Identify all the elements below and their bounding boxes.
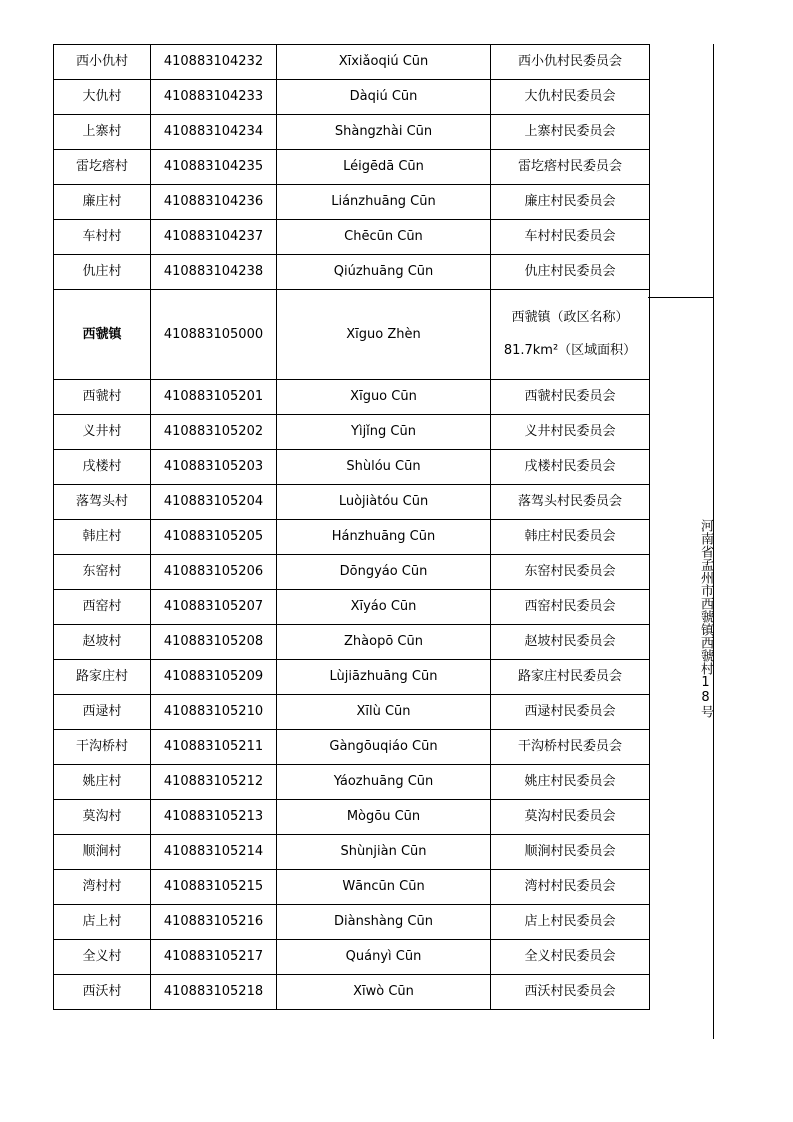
committee-name: 戌楼村民委员会: [491, 450, 650, 485]
table-row: [54, 450, 650, 485]
village-name: 西虢村: [54, 380, 151, 415]
pinyin-name: Xīlù Cūn: [277, 695, 491, 730]
pinyin-name: Qiúzhuāng Cūn: [277, 255, 491, 290]
table-row: [54, 115, 650, 150]
town-address: 河南省孟州市西虢镇西虢村18号: [698, 518, 713, 718]
pinyin-name: Quányì Cūn: [277, 940, 491, 975]
table-row: [54, 730, 650, 765]
pinyin-name: Chēcūn Cūn: [277, 220, 491, 255]
committee-name: 西小仇村民委员会: [491, 45, 650, 80]
table-row: [54, 555, 650, 590]
division-code: 410883105207: [151, 590, 277, 625]
village-name: 莫沟村: [54, 800, 151, 835]
table-row: [54, 520, 650, 555]
village-name: 仇庄村: [54, 255, 151, 290]
table-row: [54, 220, 650, 255]
town-note: [491, 290, 650, 380]
committee-name: 赵坡村民委员会: [491, 625, 650, 660]
town-pinyin: Xīguo Zhèn: [277, 290, 491, 380]
address-cell: [648, 297, 714, 1039]
division-code: 410883105208: [151, 625, 277, 660]
pinyin-name: Xīyáo Cūn: [277, 590, 491, 625]
committee-name: 西窑村民委员会: [491, 590, 650, 625]
division-code: 410883105212: [151, 765, 277, 800]
village-name: 雷圪瘩村: [54, 150, 151, 185]
table-row: [54, 695, 650, 730]
pinyin-name: Luòjiàtóu Cūn: [277, 485, 491, 520]
committee-name: 店上村民委员会: [491, 905, 650, 940]
committee-name: 路家庄村民委员会: [491, 660, 650, 695]
village-name: 干沟桥村: [54, 730, 151, 765]
committee-name: 上寨村民委员会: [491, 115, 650, 150]
pinyin-name: Dàqiú Cūn: [277, 80, 491, 115]
pinyin-name: Xīwò Cūn: [277, 975, 491, 1010]
committee-name: 落驾头村民委员会: [491, 485, 650, 520]
committee-name: 顺涧村民委员会: [491, 835, 650, 870]
committee-name: 西逯村民委员会: [491, 695, 650, 730]
village-name: 店上村: [54, 905, 151, 940]
committee-name: 韩庄村民委员会: [491, 520, 650, 555]
town-note-area: 81.7km²（区域面积）: [503, 343, 637, 358]
village-name: 韩庄村: [54, 520, 151, 555]
division-code: 410883104238: [151, 255, 277, 290]
town-name: 西虢镇: [54, 290, 151, 380]
table-row: [54, 380, 650, 415]
table-row: [54, 415, 650, 450]
division-code: 410883105206: [151, 555, 277, 590]
pinyin-name: Gàngōuqiáo Cūn: [277, 730, 491, 765]
village-name: 湾村村: [54, 870, 151, 905]
pinyin-name: Diànshàng Cūn: [277, 905, 491, 940]
division-code: 410883104234: [151, 115, 277, 150]
pinyin-name: Xīxiǎoqiú Cūn: [277, 45, 491, 80]
division-code: 410883105211: [151, 730, 277, 765]
pinyin-name: Shùnjiàn Cūn: [277, 835, 491, 870]
village-name: 落驾头村: [54, 485, 151, 520]
division-code: 410883105205: [151, 520, 277, 555]
table-row: [54, 485, 650, 520]
village-name: 顺涧村: [54, 835, 151, 870]
pinyin-name: Yáozhuāng Cūn: [277, 765, 491, 800]
village-name: 义井村: [54, 415, 151, 450]
table-row: [54, 185, 650, 220]
table-row: [54, 660, 650, 695]
table-row: [54, 590, 650, 625]
table-row: [54, 625, 650, 660]
town-note-name: 西虢镇（政区名称）: [511, 310, 629, 326]
division-code: 410883105215: [151, 870, 277, 905]
pinyin-name: Zhàopō Cūn: [277, 625, 491, 660]
committee-name: 干沟桥村民委员会: [491, 730, 650, 765]
committee-name: 姚庄村民委员会: [491, 765, 650, 800]
village-name: 大仇村: [54, 80, 151, 115]
committee-name: 廉庄村民委员会: [491, 185, 650, 220]
table-row: [54, 870, 650, 905]
committee-name: 义井村民委员会: [491, 415, 650, 450]
committee-name: 仇庄村民委员会: [491, 255, 650, 290]
table-row: [54, 800, 650, 835]
pinyin-name: Lùjiāzhuāng Cūn: [277, 660, 491, 695]
committee-name: 东窑村民委员会: [491, 555, 650, 590]
village-name: 东窑村: [54, 555, 151, 590]
pinyin-name: Hánzhuāng Cūn: [277, 520, 491, 555]
address-column-divider-upper: [713, 44, 714, 298]
village-name: 西沃村: [54, 975, 151, 1010]
division-code: 410883105210: [151, 695, 277, 730]
village-name: 上寨村: [54, 115, 151, 150]
village-name: 赵坡村: [54, 625, 151, 660]
pinyin-name: Liánzhuāng Cūn: [277, 185, 491, 220]
pinyin-name: Dōngyáo Cūn: [277, 555, 491, 590]
division-code: 410883105217: [151, 940, 277, 975]
table-row: [54, 150, 650, 185]
division-code: 410883104237: [151, 220, 277, 255]
pinyin-name: Léigēdā Cūn: [277, 150, 491, 185]
pinyin-name: Xīguo Cūn: [277, 380, 491, 415]
table-row: [54, 905, 650, 940]
place-names-table: [53, 44, 650, 1010]
table-row: [54, 45, 650, 80]
pinyin-name: Wāncūn Cūn: [277, 870, 491, 905]
division-code: 410883105209: [151, 660, 277, 695]
village-name: 路家庄村: [54, 660, 151, 695]
table-row: [54, 835, 650, 870]
town-code: 410883105000: [151, 290, 277, 380]
division-code: 410883104236: [151, 185, 277, 220]
committee-name: 雷圪瘩村民委员会: [491, 150, 650, 185]
committee-name: 大仇村民委员会: [491, 80, 650, 115]
table-row: [54, 765, 650, 800]
division-code: 410883105216: [151, 905, 277, 940]
village-name: 廉庄村: [54, 185, 151, 220]
village-name: 车村村: [54, 220, 151, 255]
committee-name: 西沃村民委员会: [491, 975, 650, 1010]
division-code: 410883105214: [151, 835, 277, 870]
pinyin-name: Mògōu Cūn: [277, 800, 491, 835]
village-name: 西窑村: [54, 590, 151, 625]
pinyin-name: Shùlóu Cūn: [277, 450, 491, 485]
table-body: [54, 45, 650, 1010]
committee-name: 湾村村民委员会: [491, 870, 650, 905]
division-code: 410883105213: [151, 800, 277, 835]
division-code: 410883105204: [151, 485, 277, 520]
division-code: 410883104233: [151, 80, 277, 115]
division-code: 410883105201: [151, 380, 277, 415]
committee-name: 莫沟村民委员会: [491, 800, 650, 835]
committee-name: 车村村民委员会: [491, 220, 650, 255]
division-code: 410883104232: [151, 45, 277, 80]
village-name: 姚庄村: [54, 765, 151, 800]
division-code: 410883105218: [151, 975, 277, 1010]
committee-name: 全义村民委员会: [491, 940, 650, 975]
village-name: 戌楼村: [54, 450, 151, 485]
committee-name: 西虢村民委员会: [491, 380, 650, 415]
division-code: 410883105202: [151, 415, 277, 450]
town-row: [54, 290, 650, 380]
table-row: [54, 80, 650, 115]
table-row: [54, 940, 650, 975]
village-name: 西逯村: [54, 695, 151, 730]
division-code: 410883104235: [151, 150, 277, 185]
division-code: 410883105203: [151, 450, 277, 485]
pinyin-name: Shàngzhài Cūn: [277, 115, 491, 150]
table-row: [54, 255, 650, 290]
pinyin-name: Yìjǐng Cūn: [277, 415, 491, 450]
table-row: [54, 975, 650, 1010]
village-name: 西小仇村: [54, 45, 151, 80]
village-name: 全义村: [54, 940, 151, 975]
